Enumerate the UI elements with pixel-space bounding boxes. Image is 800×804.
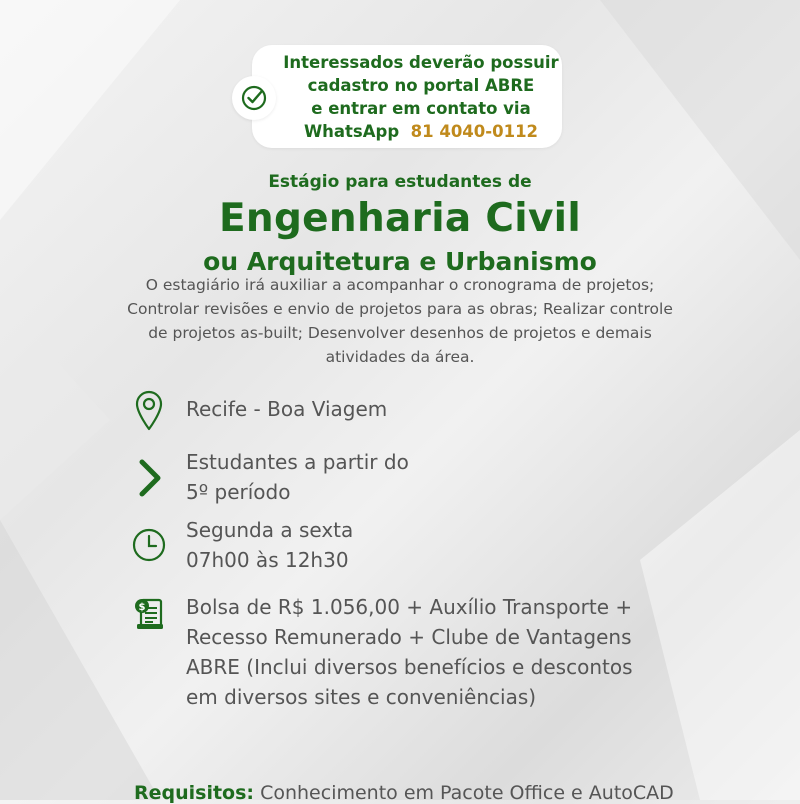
page-subtitle: ou Arquitetura e Urbanismo [203,247,597,276]
schedule-info [186,515,353,575]
money-receipt-icon [132,596,166,632]
requirements-text: Conhecimento em Pacote Office e AutoCAD [260,782,674,804]
notice-line-1: Interessados deverão possuir [283,53,559,72]
requirements [134,782,674,804]
chevron-right-icon [136,458,164,498]
level-info [186,447,409,507]
notice-line-2: cadastro no portal ABRE [307,76,535,95]
location-pin-icon [133,389,165,431]
whatsapp-label: WhatsApp [303,122,400,141]
requirements-label: Requisitos: [134,782,255,804]
schedule-line-2: 07h00 às 12h30 [186,548,349,572]
clock-icon [131,527,167,563]
notice-line-3: e entrar em contato via [311,99,531,118]
kicker-text: Estágio para estudantes de [268,172,532,192]
level-line-2: 5º período [186,480,291,504]
level-line-1: Estudantes a partir do [186,450,409,474]
page-title: Engenharia Civil [218,196,582,241]
benefits-text: Bolsa de R$ 1.056,00 + Auxílio Transporte + Recesso Remunerado + Clube de Vantagens ABRE (Inclui diversos benefícios e descontos em diversos sites e conveniências) [186,595,633,709]
notice-line-4 [280,120,562,143]
check-circle-icon [232,76,276,120]
svg-text:$: $ [138,602,146,613]
notice-box [252,45,562,148]
job-description: O estagiário irá auxiliar a acompanhar o cronograma de projetos; Controlar revisões e envio de projetos para as obras; Realizar controle de projetos as-built; Desenvolver desenhos de projetos e demais atividades da área. [127,276,673,366]
location-text: Recife - Boa Viagem [186,397,388,421]
phone-number[interactable]: 81 4040-0112 [410,122,539,141]
schedule-line-1: Segunda a sexta [186,518,354,542]
check-badge [232,76,276,120]
